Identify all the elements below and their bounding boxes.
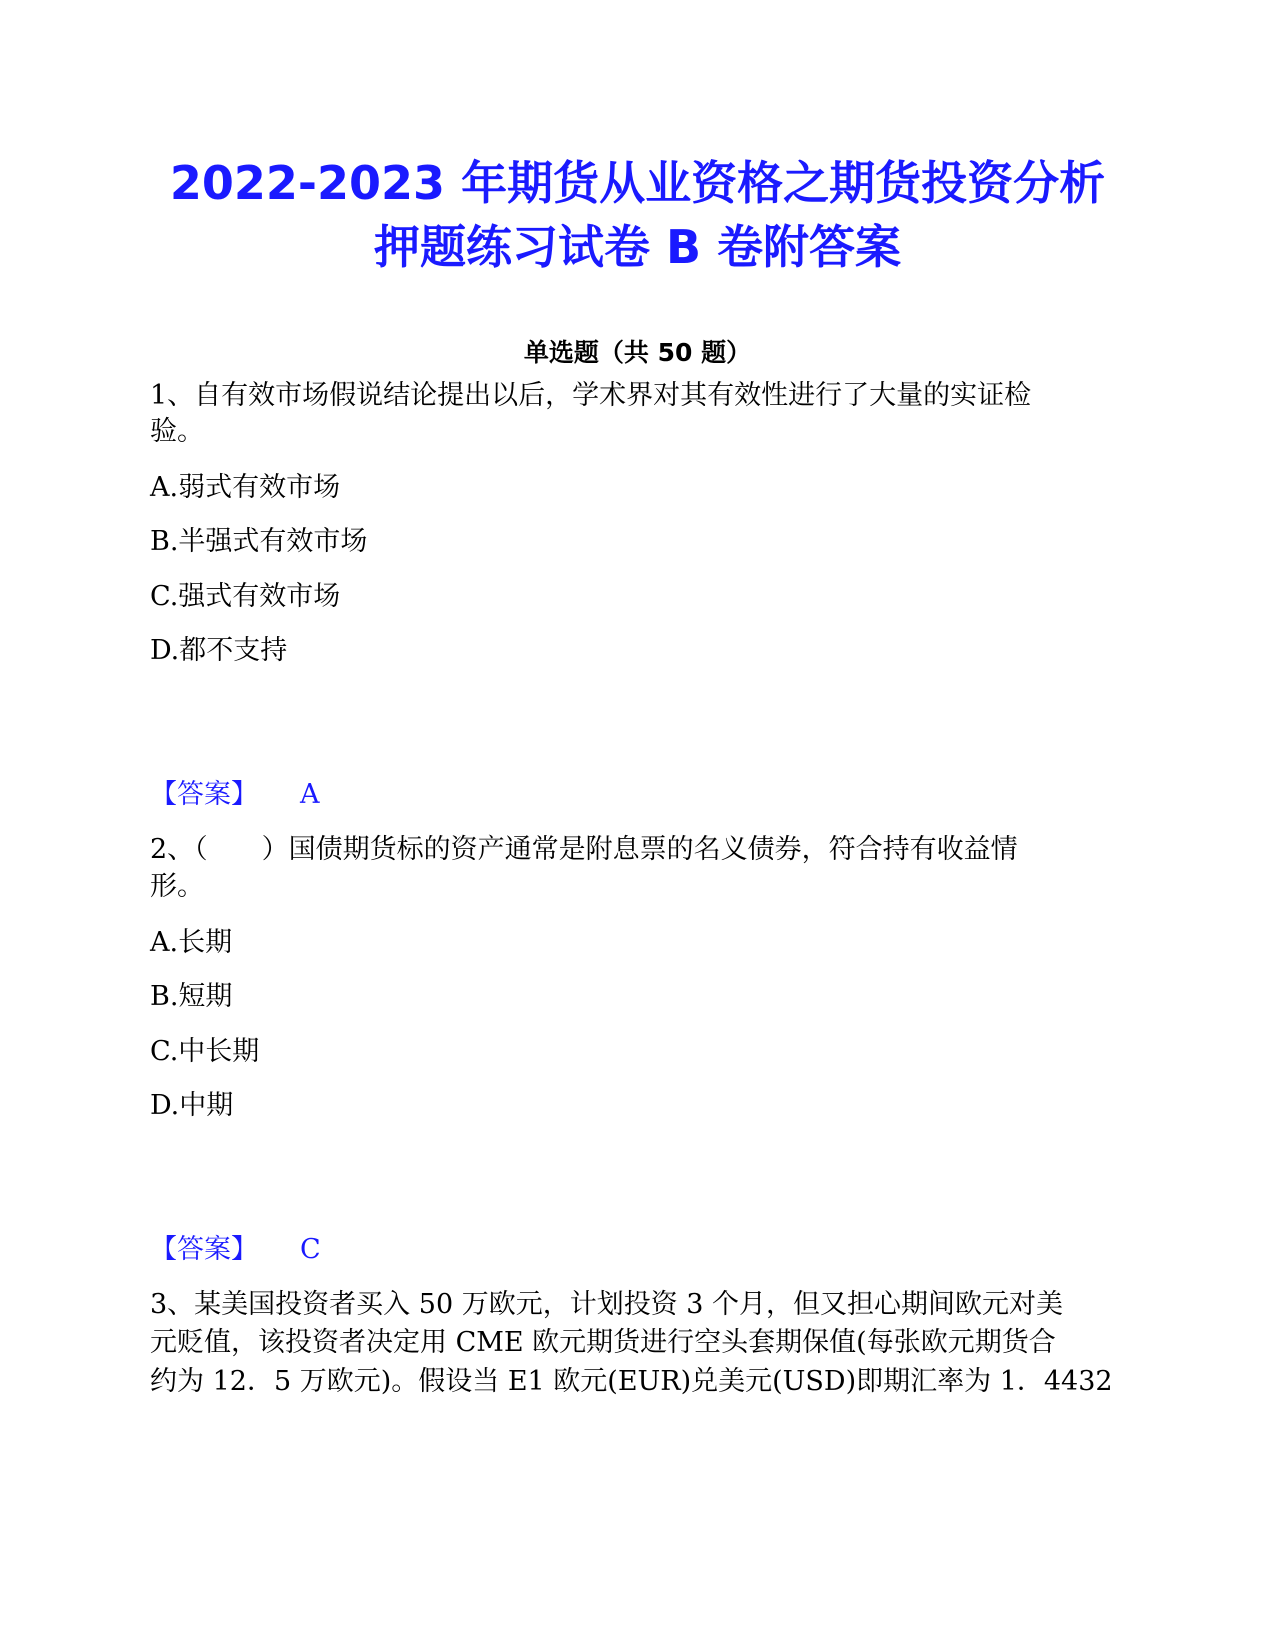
question-2-stem-line-1: 2、（ ）国债期货标的资产通常是附息票的名义债券，符合持有收益情: [150, 834, 1018, 865]
question-3-stem-line-3: 约为 12．5 万欧元)。假设当 E1 欧元(EUR)兑美元(USD)即期汇率为 1．4432: [150, 1366, 1113, 1397]
question-1-stem-line-1: 1、自有效市场假说结论提出以后，学术界对其有效性进行了大量的实证检: [150, 380, 1032, 411]
document-title-line-2: 押题练习试卷 B 卷附答案: [373, 220, 902, 274]
question-2-stem-line-2: 形。: [150, 871, 204, 902]
answer-value: A: [300, 779, 320, 810]
document-title-line-1: 2022-2023 年期货从业资格之期货投资分析: [169, 156, 1106, 210]
question-1-option-a: A.弱式有效市场: [150, 472, 341, 503]
section-heading: 单选题（共 50 题）: [523, 338, 752, 367]
answer-value: C: [300, 1234, 321, 1265]
answer-label: 【答案】: [150, 1234, 258, 1265]
question-2-option-d: D.中期: [150, 1090, 234, 1121]
question-3-stem-line-1: 3、某美国投资者买入 50 万欧元，计划投资 3 个月，但又担心期间欧元对美: [150, 1289, 1064, 1320]
question-1-option-b: B.半强式有效市场: [150, 526, 368, 557]
question-1-option-c: C.强式有效市场: [150, 581, 341, 612]
question-3-stem-line-2: 元贬值，该投资者决定用 CME 欧元期货进行空头套期保值(每张欧元期货合: [150, 1327, 1056, 1358]
answer-label: 【答案】: [150, 779, 258, 810]
question-1-stem-line-2: 验。: [150, 416, 204, 447]
question-2-option-c: C.中长期: [150, 1036, 260, 1067]
question-2-answer: [150, 1232, 321, 1268]
question-2-option-b: B.短期: [150, 981, 233, 1012]
question-1-answer: [150, 777, 320, 813]
question-1-option-d: D.都不支持: [150, 635, 288, 666]
question-2-option-a: A.长期: [150, 927, 233, 958]
